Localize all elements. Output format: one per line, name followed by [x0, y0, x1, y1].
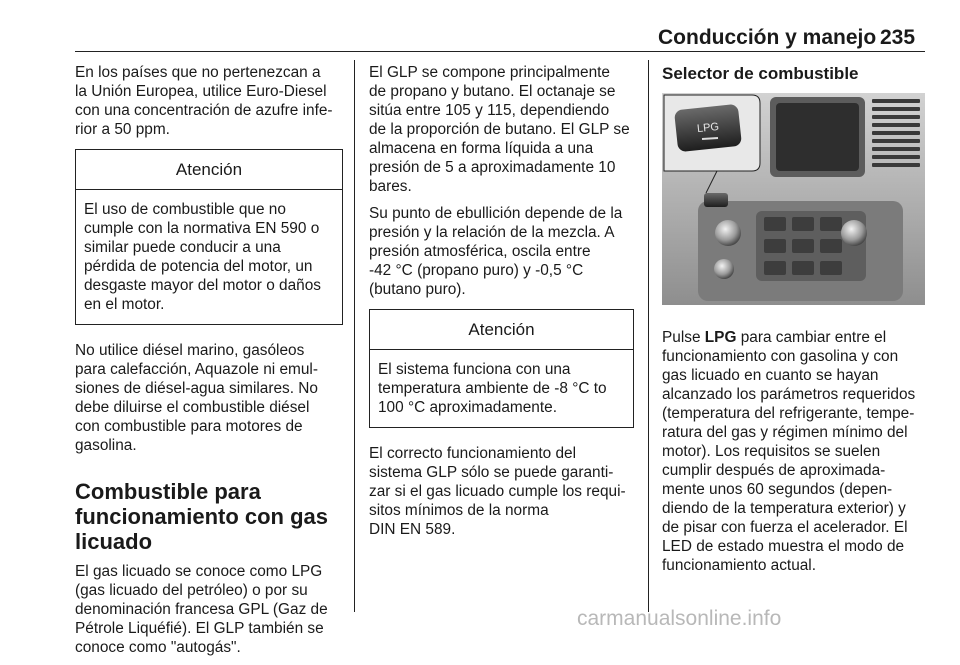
column-divider-left — [354, 60, 355, 612]
boiling-point-paragraph: Su punto de ebullición depende de la presión y la relación de la mezcla. A presión atmosférica, oscila entre -42 °C (propano puro) y -0,5 °C (butano puro). — [369, 205, 623, 298]
left-column — [75, 63, 343, 665]
notice-body: El uso de combustible que no cumple con la normativa EN 590 o similar puede conducir a una pérdida de potencia del motor, un desgaste mayor del motor o daños en el motor. — [84, 201, 321, 313]
intro-paragraph: En los países que no pertenezcan a la Unión Europea, utilice Euro-Diesel con una concentración de azufre infe- rior a 50 ppm. — [75, 64, 333, 138]
header-title: Conducción y manejo — [658, 26, 877, 49]
middle-column — [369, 63, 634, 547]
lpg-button-label: LPG — [696, 120, 720, 136]
lpg-standard-paragraph: El correcto funcionamiento del sistema GLP sólo se puede garanti- zar si el gas licuado cumple los requi- sitos mínimos de la norma DIN EN 589. — [369, 445, 626, 538]
column-divider-right — [648, 60, 649, 612]
lpg-key-label: LPG — [704, 329, 737, 346]
marine-diesel-paragraph: No utilice diésel marino, gasóleos para calefacción, Aquazole ni emul- siones de diésel-agua similares. No debe diluirse el combustible diésel con combustible para motores de gasolina. — [75, 342, 318, 454]
fuel-selector-paragraph — [662, 328, 927, 575]
section-heading-lpg: Combustible para funcionamiento con gas licuado — [75, 479, 329, 554]
page-number: 235 — [880, 26, 916, 49]
fuel-selector-photo — [662, 93, 925, 305]
header-rule — [75, 51, 925, 52]
para-lead: Pulse — [662, 329, 705, 346]
notice-box-temperature — [369, 309, 634, 428]
para-rest: para cambiar entre el funcionamiento con gasolina y con gas licuado en cuanto se hayan alcanzado los parámetros requeridos (temperatura del refrigerante, tempe- ratura del gas y régimen mínimo del motor). Los requisitos se suelen cumplir después de aproximada- mente unos 60 segundos (depen- diendo de la temperatura exterior) y de pisar con fuerza el acelerador. El LED de estado muestra el modo de funcionamiento actual. — [662, 329, 916, 574]
notice-body: El sistema funciona con una temperatura ambiente de -8 °C to 100 °C aproximadamente. — [378, 361, 607, 416]
watermark: carmanualsonline.info — [577, 607, 782, 630]
right-column — [662, 63, 927, 583]
lpg-intro-paragraph: El gas licuado se conoce como LPG (gas licuado del petróleo) o por su denominación francesa GPL (Gaz de Pétrole Liquéfié). El GLP también se conoce como "autogás". — [75, 563, 328, 656]
notice-title: Atención — [370, 310, 633, 350]
lpg-composition-paragraph: El GLP se compone principalmente de propano y butano. El octanaje se sitúa entre 105 y 115, dependiendo de la proporción de butano. El GLP se almacena en forma líquida a una presión de 5 a aproximadamente 10 bares. — [369, 64, 630, 195]
fuel-selector-heading: Selector de combustible — [662, 64, 859, 83]
notice-title: Atención — [76, 150, 342, 190]
notice-box-diesel — [75, 149, 343, 325]
